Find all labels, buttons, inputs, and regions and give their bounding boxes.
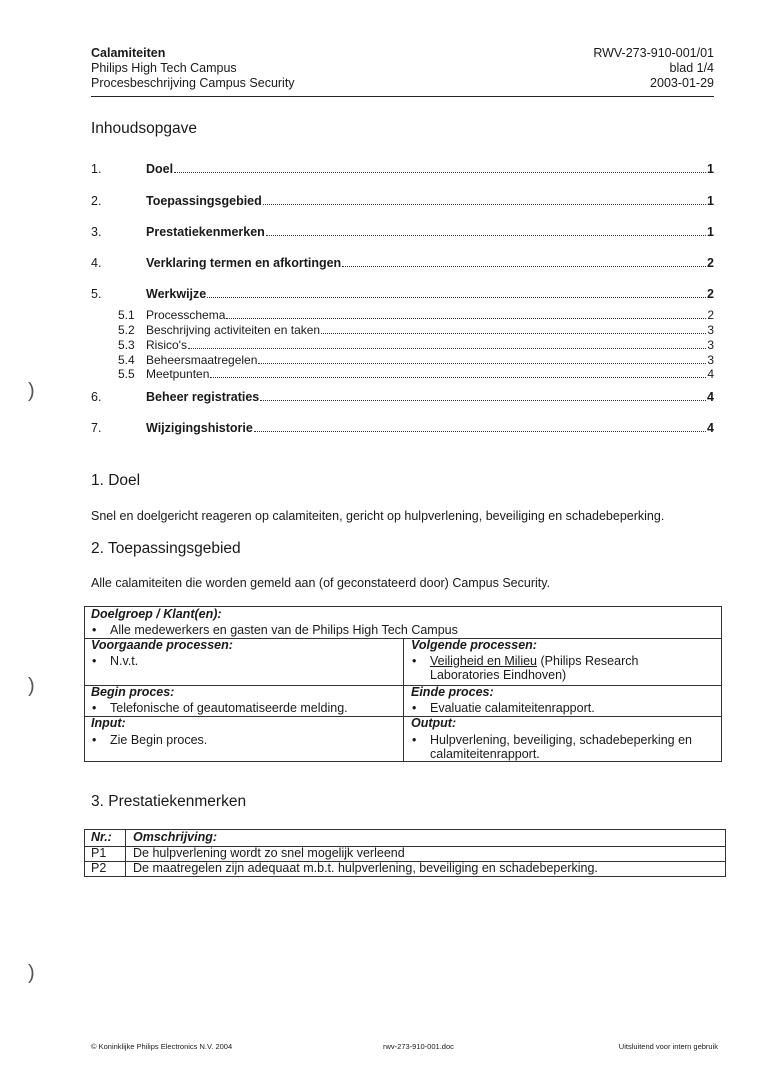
voorgaande-value: N.v.t. [110, 654, 139, 668]
process-table [84, 606, 722, 762]
toc-subentry[interactable] [118, 367, 714, 381]
output-value-line2: calamiteitenrapport. [430, 747, 540, 761]
toc-entry-number: 2. [91, 194, 102, 208]
label-begin-proces: Begin proces: [91, 685, 175, 699]
toc-entry-title: Verklaring termen en afkortingen [146, 256, 342, 270]
toc-entry-number: 3. [91, 225, 102, 239]
toc-entry-number: 1. [91, 162, 102, 176]
performance-table [84, 829, 726, 877]
label-einde-proces: Einde proces: [411, 685, 494, 699]
section-heading-toepassingsgebied: 2. Toepassingsgebied [91, 540, 241, 557]
footer-copyright: © Koninklijke Philips Electronics N.V. 2004 [91, 1042, 233, 1051]
toc-entry-number: 5.4 [118, 353, 135, 367]
toc-subentry[interactable] [118, 338, 714, 352]
punch-hole-mark: ) [28, 675, 35, 697]
table-row-nr: P2 [91, 861, 107, 875]
toc-entry-title: Processchema [146, 308, 226, 322]
bullet-icon: • [412, 733, 417, 747]
toc-entry-page: 3 [707, 353, 714, 367]
toc-heading: Inhoudsopgave [91, 120, 198, 137]
toc-entry-page: 1 [707, 194, 714, 208]
bullet-icon: • [92, 623, 97, 637]
einde-value: Evaluatie calamiteitenrapport. [430, 701, 595, 715]
label-volgende-processen: Volgende processen: [411, 638, 537, 652]
toc-entry-title: Meetpunten [146, 367, 210, 381]
toc-entry-number: 5.1 [118, 308, 135, 322]
toc-entry-title: Prestatiekenmerken [146, 225, 265, 239]
page-number: blad 1/4 [669, 61, 714, 75]
toc-leader-dots [263, 203, 706, 205]
volgende-value: (Philips Research [540, 654, 639, 668]
header-process-name: Procesbeschrijving Campus Security [91, 76, 295, 90]
toc-subentry[interactable] [118, 308, 714, 322]
page-header-left [91, 46, 295, 91]
toc-entry-title: Beheer registraties [146, 390, 260, 404]
toc-entry-page: 2 [707, 256, 714, 270]
doelgroep-value: Alle medewerkers en gasten van de Philips High Tech Campus [110, 623, 458, 637]
toc-subentry[interactable] [118, 353, 714, 367]
toc-entry-page: 2 [707, 287, 714, 301]
footer-note: Uitsluitend voor intern gebruik [618, 1042, 718, 1051]
bullet-icon: • [412, 701, 417, 715]
toc-leader-dots [342, 265, 706, 267]
toc-leader-dots [254, 430, 706, 432]
toc-entry-page: 1 [707, 162, 714, 176]
toc-entry-number: 5. [91, 287, 102, 301]
bullet-icon: • [412, 654, 417, 668]
column-header-omschrijving: Omschrijving: [133, 830, 218, 844]
document-date: 2003-01-29 [650, 76, 714, 90]
toc-leader-dots [226, 317, 706, 319]
toc-entry[interactable] [91, 388, 714, 404]
toc-entry-number: 6. [91, 390, 102, 404]
toc-entry-page: 4 [707, 390, 714, 404]
volgende-value-line2: Laboratories Eindhoven) [430, 668, 567, 682]
document-title: Calamiteiten [91, 46, 166, 60]
table-column-divider [125, 830, 126, 876]
toc-leader-dots [266, 234, 706, 236]
begin-item [87, 701, 348, 715]
toc-entry-page: 2 [707, 308, 714, 322]
toc-leader-dots [258, 362, 706, 364]
toc-entry-page: 3 [707, 338, 714, 352]
toc-entry-page: 3 [707, 323, 714, 337]
toc-entry[interactable] [91, 223, 714, 239]
toc-leader-dots [188, 347, 706, 349]
toc-entry-page: 1 [707, 225, 714, 239]
toc-entry-number: 5.3 [118, 338, 135, 352]
output-item [407, 733, 692, 761]
toc-subentry[interactable] [118, 323, 714, 337]
section-text-doel: Snel en doelgericht reageren op calamiteiten, gericht op hulpverlening, beveiliging en schadebeperking. [91, 509, 665, 523]
toc-leader-dots [207, 296, 706, 298]
toc-entry[interactable] [91, 419, 714, 435]
einde-item [407, 701, 595, 715]
toc-leader-dots [174, 171, 706, 173]
toc-leader-dots [210, 376, 706, 378]
toc-entry-title: Beschrijving activiteiten en taken [146, 323, 321, 337]
input-value: Zie Begin proces. [110, 733, 208, 747]
header-divider [91, 96, 714, 97]
toc-entry-page: 4 [707, 421, 714, 435]
toc-entry-number: 7. [91, 421, 102, 435]
label-voorgaande-processen: Voorgaande processen: [91, 638, 233, 652]
page-header-right [593, 46, 714, 91]
bullet-icon: • [92, 733, 97, 747]
toc-entry-title: Doel [146, 162, 174, 176]
toc-entry[interactable] [91, 254, 714, 270]
section-heading-prestatiekenmerken: 3. Prestatiekenmerken [91, 793, 247, 810]
doelgroep-item [87, 623, 458, 637]
output-value: Hulpverlening, beveiliging, schadebeperking en [430, 733, 692, 747]
table-column-divider [403, 638, 404, 762]
toc-entry-number: 4. [91, 256, 102, 270]
label-doelgroep: Doelgroep / Klant(en): [91, 607, 222, 621]
toc-entry-title: Beheersmaatregelen [146, 353, 258, 367]
section-text-toepassingsgebied: Alle calamiteiten die worden gemeld aan (of geconstateerd door) Campus Security. [91, 576, 551, 590]
toc-leader-dots [321, 332, 706, 334]
toc-entry-title: Wijzigingshistorie [146, 421, 253, 435]
label-output: Output: [411, 716, 457, 730]
voorgaande-item [87, 654, 138, 668]
table-row-description: De hulpverlening wordt zo snel mogelijk verleend [133, 846, 405, 860]
document-number: RWV-273-910-001/01 [593, 46, 714, 60]
table-row-nr: P1 [91, 846, 107, 860]
punch-hole-mark: ) [28, 380, 35, 402]
toc-leader-dots [260, 399, 706, 401]
label-input: Input: [91, 716, 126, 730]
bullet-icon: • [92, 654, 97, 668]
footer-filename: rwv-273-910-001.doc [383, 1042, 454, 1051]
input-item [87, 733, 207, 747]
header-organisation: Philips High Tech Campus [91, 61, 237, 75]
table-row-description: De maatregelen zijn adequaat m.b.t. hulpverlening, beveiliging en schadebeperking. [133, 861, 598, 875]
section-heading-doel: 1. Doel [91, 472, 141, 489]
toc-entry[interactable] [91, 192, 714, 208]
toc-entry[interactable] [91, 160, 714, 176]
toc-entry-title: Werkwijze [146, 287, 207, 301]
toc-entry-title: Toepassingsgebied [146, 194, 262, 208]
column-header-nr: Nr.: [91, 830, 112, 844]
bullet-icon: • [92, 701, 97, 715]
punch-hole-mark: ) [28, 962, 35, 984]
toc-entry-page: 4 [707, 367, 714, 381]
volgende-item [407, 654, 638, 682]
toc-entry-number: 5.5 [118, 367, 135, 381]
veiligheid-milieu-link[interactable]: Veiligheid en Milieu [430, 654, 538, 668]
toc-entry-number: 5.2 [118, 323, 135, 337]
toc-entry[interactable] [91, 285, 714, 301]
begin-value: Telefonische of geautomatiseerde melding. [110, 701, 348, 715]
toc-entry-title: Risico's [146, 338, 187, 352]
